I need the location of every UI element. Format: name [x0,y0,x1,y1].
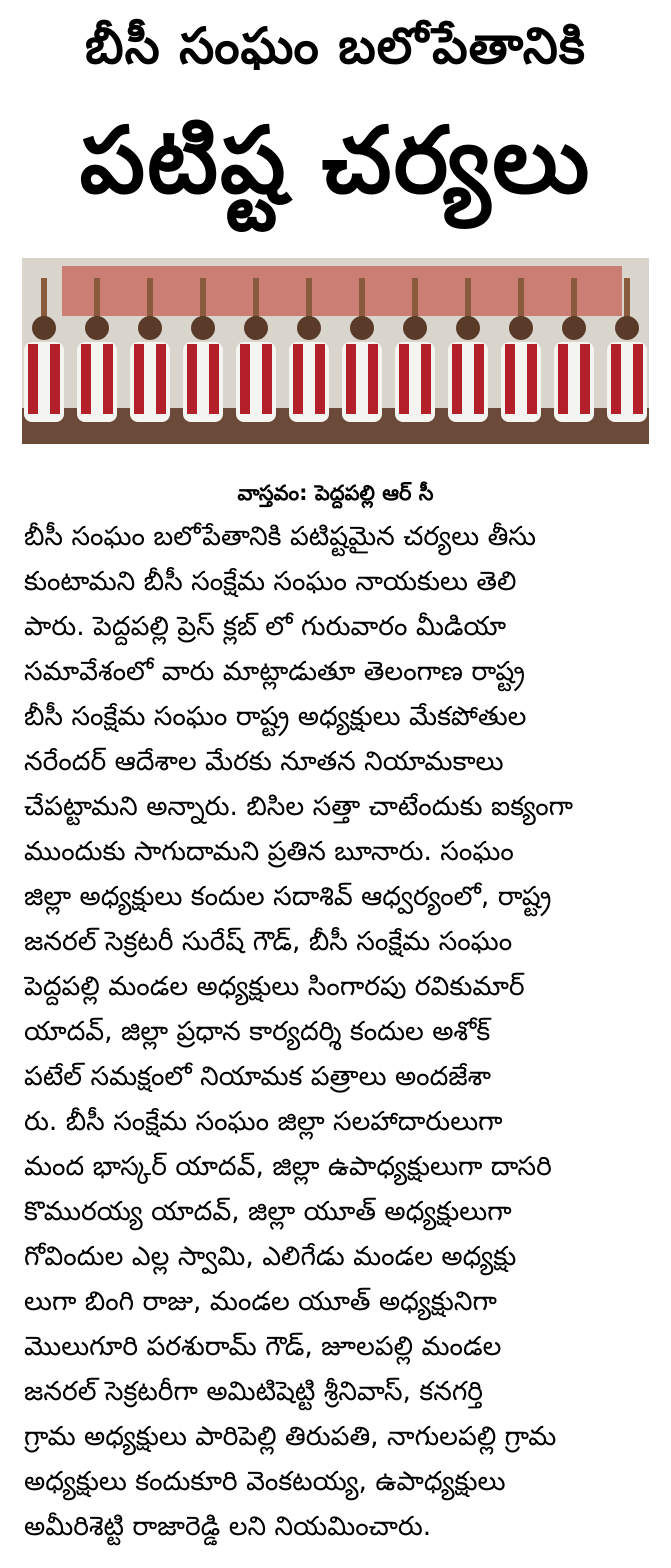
body-line: కొమురయ్య యాదవ్, జిల్లా యూత్ అధ్యక్షులుగా [24,1196,512,1227]
body-line: రు. బీసీ సంక్షేమ సంఘం జిల్లా సలహాదారులుగా [24,1106,503,1137]
body-line: మొలుగూరి పరశురామ్ గౌడ్, జూలపల్లి మండల [24,1331,502,1362]
body-line: సమావేశంలో వారు మాట్లాడుతూ తెలంగాణ రాష్ట్ర [24,656,525,687]
body-line: గ్రామ అధ్యక్షులు పారిపెల్లి తిరుపతి, నాగులపల్లి గ్రామ [24,1421,557,1452]
article-body [24,514,648,1549]
body-line: పెద్దపల్లి మండల అధ్యక్షులు సింగారపు రవికుమార్ [24,971,525,1002]
body-line: లుగా బింగి రాజు, మండల యూత్ అధ్యక్షునిగా [24,1286,497,1317]
dateline: వాస్తవం: పెద్దపల్లి ఆర్ సీ [237,481,434,505]
body-line: బీసీ సంఘం బలోపేతానికి పటిష్టమైన చర్యలు తీసు [24,521,537,552]
body-line: గోవిందుల ఎల్ల స్వామి, ఎలిగేడు మండల అధ్యక్షు [24,1241,517,1272]
body-line: మంద భాస్కర్ యాదవ్, జిల్లా ఉపాధ్యక్షులుగా దాసరి [24,1151,552,1182]
body-line: జిల్లా అధ్యక్షులు కందుల సదాశివ్ ఆధ్వర్యంలో, రాష్ట్ర [24,881,552,912]
body-line: యాదవ్, జిల్లా ప్రధాన కార్యదర్శి కందుల అశోక్ [24,1016,491,1047]
body-line: చేపట్టామని అన్నారు. బిసిల సత్తా చాటేందుకు ఐక్యంగా [24,791,574,822]
body-line: నరేందర్ ఆదేశాల మేరకు నూతన నియామకాలు [24,746,504,777]
body-line: పారు. పెద్దపల్లి ప్రెస్ క్లబ్ లో గురువారం మీడియా [24,611,507,642]
headline-line-1: బీసీ సంఘం బలోపేతానికి [85,17,586,75]
body-line: ముందుకు సాగుదామని ప్రతిన బూనారు. సంఘం [24,836,514,867]
body-line: బీసీ సంక్షేమ సంఘం రాష్ట్ర అధ్యక్షులు మేకపోతుల [24,701,527,732]
body-line: పటేల్ సమక్షంలో నియామక పత్రాలు అందజేశా [24,1061,492,1092]
headline-line-2: పటిష్ట చర్యలు [79,107,592,214]
body-line: అధ్యక్షులు కందుకూరి వెంకటయ్య, ఉపాధ్యక్షులు [24,1466,506,1497]
body-line: కుంటామని బీసీ సంక్షేమ సంఘం నాయకులు తెలి [24,566,517,597]
group-photo [22,258,649,444]
group-photo-icon [22,258,649,444]
body-line: జనరల్ సెక్రటరీగా అమిటిషెట్టి శ్రీనివాస్, కనగర్తి [24,1376,483,1407]
body-line: అమీరిశెట్టి రాజారెడ్డి లని నియమించారు. [24,1511,432,1542]
body-line: జనరల్ సెక్రటరీ సురేష్ గౌడ్, బీసీ సంక్షేమ సంఘం [24,926,513,957]
